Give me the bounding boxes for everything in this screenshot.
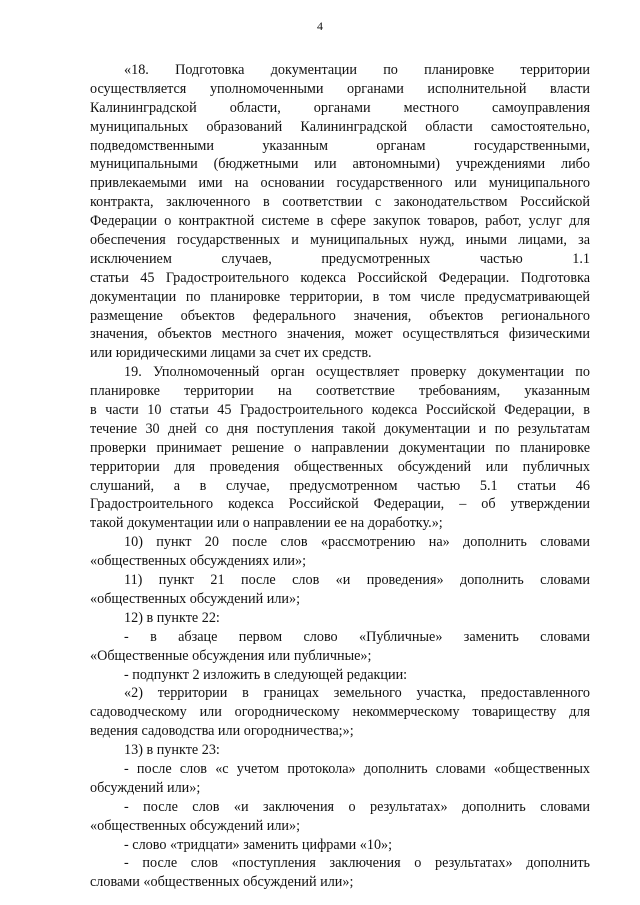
text-line: привлекаемыми ими на основании государственного или муниципального xyxy=(90,175,590,192)
text-line: 12) в пункте 22: xyxy=(124,609,220,626)
text-line: обеспечения государственных и муниципальных нужд, иными лицами, за xyxy=(90,232,590,249)
text-line: - подпункт 2 изложить в следующей редакции: xyxy=(124,666,408,683)
text-line: «18. Подготовка документации по планировке территории xyxy=(124,62,590,78)
text-line: Градостроительного кодекса Российской Федерации, – об утверждении xyxy=(90,496,590,513)
text-line: планировке территории на соответствие требованиям, указанным xyxy=(90,383,590,400)
text-line: документации по планировке территории, в том числе предусматривающей xyxy=(90,288,590,305)
text-line: обсуждений или»; xyxy=(90,779,201,796)
text-line: подведомственными указанным органам государственными, xyxy=(90,137,590,154)
text-line: муниципальных образований Калининградской области самостоятельно, xyxy=(90,118,590,135)
text-line: «общественных обсуждений или»; xyxy=(90,590,301,607)
text-line: - после слов «с учетом протокола» дополнить словами «общественных xyxy=(124,760,590,777)
text-line: - в абзаце первом слово «Публичные» заменить словами xyxy=(124,628,590,645)
document-body xyxy=(90,61,590,892)
text-line: муниципальными (бюджетными или автономными) учреждениями либо xyxy=(90,156,590,173)
text-line: размещение объектов федерального значения, объектов регионального xyxy=(90,307,590,324)
text-line: ведения садоводства или огородничества;»; xyxy=(90,723,354,740)
text-line: Калининградской области, органами местного самоуправления xyxy=(90,99,590,116)
text-line: Федерации о контрактной системе в сфере закупок товаров, работ, услуг для xyxy=(90,213,590,230)
text-line: слушаний, а в случае, предусмотренном частью 5.1 статьи 46 xyxy=(90,477,590,494)
text-line: 19. Уполномоченный орган осуществляет проверку документации по xyxy=(124,364,590,381)
text-line: словами «общественных обсуждений или»; xyxy=(90,874,354,891)
text-line: 11) пункт 21 после слов «и проведения» дополнить словами xyxy=(124,572,590,589)
text-line: - после слов «и заключения о результатах» дополнить словами xyxy=(124,798,590,815)
text-line: контракта, заключенного в соответствии с законодательством Российской xyxy=(90,194,590,211)
text-line: 10) пункт 20 после слов «рассмотрению на» дополнить словами xyxy=(124,534,590,551)
text-line: проверки принимает решение о направлении документации по планировке xyxy=(90,439,590,456)
text-line: - слово «тридцати» заменить цифрами «10»; xyxy=(124,836,393,853)
text-line: течение 30 дней со дня поступления такой документации и по результатам xyxy=(90,420,590,437)
text-line: или юридическими лицами за счет их средств. xyxy=(90,345,372,362)
text-line: такой документации или о направлении ее на доработку.»; xyxy=(90,515,443,532)
text-line: - после слов «поступления заключения о результатах» дополнить xyxy=(124,855,590,872)
text-line: 13) в пункте 23: xyxy=(124,742,220,759)
text-line: «2) территории в границах земельного участка, предоставленного xyxy=(124,685,590,702)
text-line: «общественных обсуждениях или»; xyxy=(90,553,307,570)
page-number: 4 xyxy=(317,19,323,33)
text-line: «общественных обсуждений или»; xyxy=(90,817,301,834)
text-line: осуществляется уполномоченными органами исполнительной власти xyxy=(90,80,590,97)
text-line: «Общественные обсуждения или публичные»; xyxy=(90,647,372,664)
text-line: значения, объектов местного значения, может осуществляться физическими xyxy=(90,326,590,343)
text-line: территории для проведения общественных обсуждений или публичных xyxy=(90,458,590,475)
text-line: в части 10 статьи 45 Градостроительного кодекса Российской Федерации, в xyxy=(90,402,590,419)
text-line: садоводческому или огородническому некоммерческому товариществу для xyxy=(90,704,590,721)
text-line: статьи 45 Градостроительного кодекса Российской Федерации. Подготовка xyxy=(90,269,590,286)
text-line: исключением случаев, предусмотренных частью 1.1 xyxy=(90,250,590,267)
